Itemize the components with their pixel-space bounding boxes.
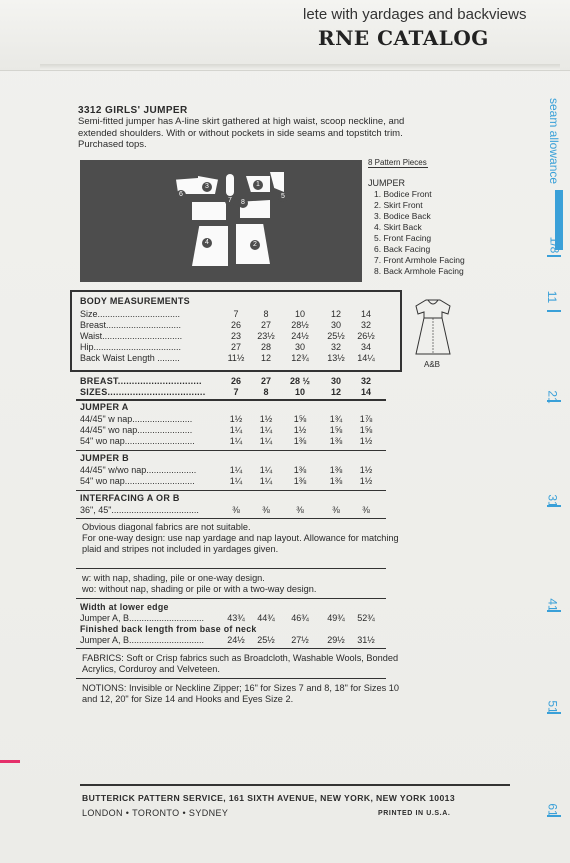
interfacing-row-label: 36", 45"................................... xyxy=(80,505,199,515)
jumper-b-row-value: 1½ xyxy=(359,465,373,475)
length-value: 31½ xyxy=(357,635,375,645)
pattern-pieces-count: 8 Pattern Pieces xyxy=(368,158,427,167)
body-measurement-label: Waist................................ xyxy=(80,331,183,341)
jumper-a-row-value: 1¼ xyxy=(259,425,273,435)
interfacing-row-value: ⅜ xyxy=(296,505,304,515)
sizes-row-value: 10 xyxy=(294,387,305,397)
body-measurement-value: 10 xyxy=(294,309,305,319)
body-measurement-label: Breast.............................. xyxy=(80,320,182,330)
interfacing-row-value: ⅜ xyxy=(232,505,240,515)
body-measurement-value: 13½ xyxy=(327,353,345,363)
seam-allowance-label: seam allowance xyxy=(547,98,561,185)
piece-number: 1 xyxy=(253,180,263,190)
sizes-row-value: 14 xyxy=(360,387,371,397)
breast-row-value: 28 ½ xyxy=(289,376,311,386)
fabrics-note: FABRICS: Soft or Crisp fabrics such as Broadcloth, Washable Wools, Bonded Acrylics, Corduroy and Velveteen. xyxy=(82,653,399,674)
piece-shape xyxy=(192,202,226,220)
body-measurement-value: 30 xyxy=(294,342,305,352)
body-measurements-title: BODY MEASUREMENTS xyxy=(80,296,190,306)
breast-row-value: 27 xyxy=(260,376,271,386)
ruler-mark: 51 xyxy=(545,700,560,714)
envelope-fold xyxy=(40,64,560,70)
note-with-nap: w: with nap, shading, pile or one-way design. xyxy=(82,573,265,583)
piece-shape xyxy=(270,172,284,192)
jumper-a-row-label: 44/45" w nap........................ xyxy=(80,414,193,424)
piece-number: 2 xyxy=(250,240,260,250)
length-value: 24½ xyxy=(227,635,245,645)
body-measurement-value: 12 xyxy=(260,353,271,363)
jumper-b-row-value: 1⅜ xyxy=(329,476,343,486)
width-value: 52¾ xyxy=(357,613,375,623)
piece-item: 4. Skirt Back xyxy=(374,222,422,232)
body-measurement-label: Hip................................... xyxy=(80,342,182,352)
piece-number: 8 xyxy=(238,198,248,208)
ruler-mark: 21 xyxy=(545,390,560,404)
piece-item: 3. Bodice Back xyxy=(374,211,431,221)
body-measurement-value: 23½ xyxy=(257,331,275,341)
jumper-b-row-value: 1½ xyxy=(359,476,373,486)
publisher-cities: LONDON • TORONTO • SYDNEY xyxy=(82,808,229,818)
piece-number: 6 xyxy=(176,190,186,200)
jumper-b-row-value: 1⅜ xyxy=(329,465,343,475)
body-measurement-value: 27 xyxy=(230,342,241,352)
divider xyxy=(76,399,386,401)
piece-number: 4 xyxy=(202,238,212,248)
jumper-a-row-value: 1¼ xyxy=(229,436,243,446)
note-without-nap: wo: without nap, shading or pile or with a two-way design. xyxy=(82,584,317,594)
length-title: Finished back length from base of neck xyxy=(80,624,257,634)
interfacing-title: INTERFACING A OR B xyxy=(80,493,180,503)
body-measurement-value: 23 xyxy=(230,331,241,341)
piece-item: 5. Front Facing xyxy=(374,233,432,243)
width-value: 43¾ xyxy=(227,613,245,623)
jumper-a-row-value: 1½ xyxy=(259,414,273,424)
pattern-pieces-diagram xyxy=(80,160,362,282)
pattern-title: 3312 GIRLS' JUMPER xyxy=(78,105,188,116)
jumper-a-row-value: 1½ xyxy=(229,414,243,424)
dress-sketch xyxy=(410,296,456,358)
piece-item: 6. Back Facing xyxy=(374,244,431,254)
body-measurement-value: 12¾ xyxy=(291,353,309,363)
edge-mark xyxy=(0,760,20,763)
pattern-pieces-list xyxy=(368,178,465,277)
divider xyxy=(76,678,386,679)
body-measurement-value: 28 xyxy=(260,342,271,352)
length-label: Jumper A, B.............................. xyxy=(80,635,205,645)
piece-number: 5 xyxy=(278,192,288,202)
jumper-b-title: JUMPER B xyxy=(80,453,129,463)
piece-item: 1. Bodice Front xyxy=(374,189,432,199)
ruler-mark: 1/8 xyxy=(547,236,562,254)
body-measurement-value: 14 xyxy=(360,309,371,319)
body-measurement-value: 32 xyxy=(330,342,341,352)
jumper-b-row-label: 54" wo nap............................ xyxy=(80,476,195,486)
breast-row-value: 30 xyxy=(330,376,341,386)
jumper-a-row-value: 1½ xyxy=(293,425,307,435)
breast-row-value: 26 xyxy=(230,376,241,386)
body-measurement-value: 8 xyxy=(263,309,269,319)
notions-note: NOTIONS: Invisible or Neckline Zipper; 16" for Sizes 7 and 8, 18" for Sizes 10 and 12, 20" for Size 14 and Hooks and Eyes Size 2. xyxy=(82,683,399,704)
ruler-tick xyxy=(547,255,561,257)
ruler-mark: 61 xyxy=(545,803,560,817)
body-measurement-value: 26 xyxy=(230,320,241,330)
piece-number: 7 xyxy=(225,196,235,206)
sizes-row-label: SIZES................................... xyxy=(80,387,206,397)
jumper-a-row-value: 1¼ xyxy=(229,425,243,435)
jumper-a-row-label: 54" wo nap............................ xyxy=(80,436,195,446)
width-value: 49¾ xyxy=(327,613,345,623)
view-label: A&B xyxy=(424,360,441,369)
ruler-tick xyxy=(547,310,561,312)
jumper-b-row-value: 1¼ xyxy=(259,465,273,475)
jumper-a-row-label: 44/45" wo nap...................... xyxy=(80,425,193,435)
divider xyxy=(76,490,386,491)
divider xyxy=(76,568,386,569)
body-measurement-value: 25½ xyxy=(327,331,345,341)
jumper-a-row-value: 1⅜ xyxy=(329,436,343,446)
body-measurement-value: 14¼ xyxy=(357,353,375,363)
note-one-way: For one-way design: use nap yardage and nap layout. Allowance for matching plaid and stripes not included in yardages given. xyxy=(82,533,399,554)
pieces-group-title: JUMPER xyxy=(368,178,406,188)
width-label: Jumper A, B.............................. xyxy=(80,613,205,623)
interfacing-row-value: ⅜ xyxy=(262,505,270,515)
jumper-b-row-value: 1¼ xyxy=(229,465,243,475)
body-measurement-value: 32 xyxy=(360,320,371,330)
jumper-a-row-value: 1½ xyxy=(359,436,373,446)
jumper-a-row-value: 1¾ xyxy=(329,414,343,424)
jumper-a-row-value: 1⅞ xyxy=(359,414,373,424)
sizes-row-value: 7 xyxy=(233,387,239,397)
body-measurement-value: 30 xyxy=(330,320,341,330)
piece-item: 8. Back Armhole Facing xyxy=(374,266,464,276)
footer-rule xyxy=(80,784,510,786)
interfacing-row-value: ⅜ xyxy=(332,505,340,515)
jumper-a-title: JUMPER A xyxy=(80,402,129,412)
piece-number: 3 xyxy=(202,182,212,192)
piece-shape xyxy=(226,174,234,196)
piece-item: 7. Front Armhole Facing xyxy=(374,255,465,265)
width-value: 46¾ xyxy=(291,613,309,623)
body-measurement-value: 12 xyxy=(330,309,341,319)
ruler-mark: 31 xyxy=(545,494,560,508)
divider xyxy=(76,518,386,519)
note-diagonal: Obvious diagonal fabrics are not suitable. xyxy=(82,522,251,532)
jumper-b-row-value: 1¼ xyxy=(259,476,273,486)
jumper-a-row-value: 1⅝ xyxy=(359,425,373,435)
publisher-address: BUTTERICK PATTERN SERVICE, 161 SIXTH AVENUE, NEW YORK, NEW YORK 10013 xyxy=(82,793,456,803)
jumper-b-row-label: 44/45" w/wo nap.................... xyxy=(80,465,197,475)
divider xyxy=(76,598,386,599)
body-measurement-value: 26½ xyxy=(357,331,375,341)
catalog-banner-title: RNE CATALOG xyxy=(318,26,489,50)
body-measurement-value: 7 xyxy=(233,309,239,319)
jumper-a-row-value: 1¼ xyxy=(259,436,273,446)
sizes-row-value: 8 xyxy=(263,387,269,397)
interfacing-row-value: ⅜ xyxy=(362,505,370,515)
body-measurement-value: 27 xyxy=(260,320,271,330)
jumper-a-row-value: 1⅝ xyxy=(329,425,343,435)
pattern-description: Semi-fitted jumper has A-line skirt gathered at high waist, scoop neckline, and extended shoulders. With or without pockets in side seams and topstitch trim. Purchased tops. xyxy=(78,116,405,150)
body-measurement-value: 11½ xyxy=(227,353,245,363)
sizes-row-value: 12 xyxy=(330,387,341,397)
piece-item: 2. Skirt Front xyxy=(374,200,423,210)
printed-in: PRINTED IN U.S.A. xyxy=(378,810,451,817)
body-measurement-value: 34 xyxy=(360,342,371,352)
width-title: Width at lower edge xyxy=(80,602,169,612)
breast-row-value: 32 xyxy=(360,376,371,386)
jumper-b-row-value: 1¼ xyxy=(229,476,243,486)
body-measurement-value: 24½ xyxy=(291,331,309,341)
jumper-a-row-value: 1⅜ xyxy=(293,436,307,446)
divider xyxy=(76,450,386,451)
length-value: 29½ xyxy=(327,635,345,645)
jumper-b-row-value: 1⅜ xyxy=(293,465,307,475)
divider xyxy=(368,167,428,168)
body-measurement-value: 28½ xyxy=(291,320,309,330)
breast-row-label: BREAST.............................. xyxy=(80,376,202,386)
body-measurement-label: Size................................. xyxy=(80,309,181,319)
ruler-mark: 11 xyxy=(545,290,560,304)
length-value: 27½ xyxy=(291,635,309,645)
ruler-mark: 41 xyxy=(545,598,560,612)
jumper-a-row-value: 1⅝ xyxy=(293,414,307,424)
divider xyxy=(76,648,386,649)
jumper-b-row-value: 1⅜ xyxy=(293,476,307,486)
width-value: 44¾ xyxy=(257,613,275,623)
catalog-banner-text: lete with yardages and backviews xyxy=(303,6,527,23)
length-value: 25½ xyxy=(257,635,275,645)
body-measurement-label: Back Waist Length ......... xyxy=(80,353,180,363)
